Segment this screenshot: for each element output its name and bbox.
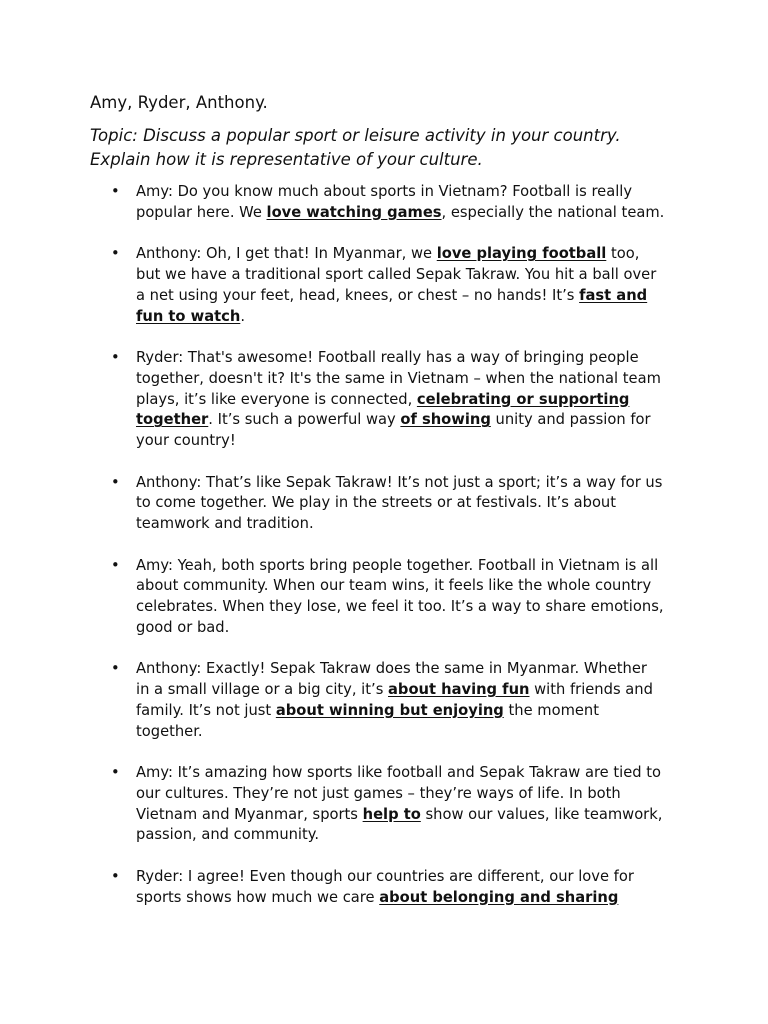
dialogue-text: passion, and community.	[136, 826, 320, 844]
dialogue-line	[136, 680, 690, 701]
highlighted-phrase: celebrating or supporting	[416, 390, 630, 408]
dialogue-line	[136, 410, 690, 431]
dialogue-line	[136, 265, 690, 286]
highlighted-phrase: about belonging and sharing	[379, 888, 619, 906]
dialogue-text: Amy: It’s amazing how sports like football and Sepak Takraw are tied to	[136, 764, 661, 782]
dialogue-item	[90, 348, 690, 452]
dialogue-text: family. It’s not just	[136, 701, 276, 719]
dialogue-line	[136, 722, 690, 743]
topic-heading	[90, 124, 690, 172]
dialogue-text: together.	[136, 722, 203, 740]
dialogue-text: to come together. We play in the streets or at festivals. It’s about	[136, 494, 617, 512]
dialogue-line	[136, 576, 690, 597]
highlighted-phrase: help to	[362, 805, 421, 823]
dialogue-line	[136, 348, 690, 369]
dialogue-text: the moment	[503, 701, 599, 719]
dialogue-text: Ryder: That's awesome! Football really has a way of bringing people	[136, 348, 639, 366]
dialogue-text: teamwork and tradition.	[136, 515, 314, 533]
dialogue-text: celebrates. When they lose, we feel it too. It’s a way to share emotions,	[136, 598, 664, 616]
dialogue-line	[136, 556, 690, 577]
dialogue-text: together, doesn't it? It's the same in Vietnam – when the national team	[136, 369, 661, 387]
dialogue-text: in a small village or a big city, it’s	[136, 681, 389, 699]
dialogue-text: your country!	[136, 432, 236, 450]
highlighted-phrase: of showing	[400, 411, 491, 429]
bullet-icon: •	[111, 183, 120, 200]
highlighted-phrase: fast and	[579, 286, 648, 304]
dialogue-item	[90, 763, 690, 846]
highlighted-phrase: love playing football	[436, 245, 607, 263]
dialogue-text: popular here. We	[136, 203, 267, 221]
dialogue-line	[136, 805, 690, 826]
dialogue-text: a net using your feet, head, knees, or chest – no hands! It’s	[136, 286, 580, 304]
dialogue-line	[136, 867, 690, 888]
dialogue-text: show our values, like teamwork,	[420, 805, 663, 823]
dialogue-item	[90, 556, 690, 639]
dialogue-line	[136, 390, 690, 411]
dialogue-item	[90, 244, 690, 327]
dialogue-text: Amy: Yeah, both sports bring people together. Football in Vietnam is all	[136, 556, 659, 574]
highlighted-phrase: about winning but enjoying	[275, 701, 504, 719]
dialogue-line	[136, 763, 690, 784]
dialogue-text: Vietnam and Myanmar, sports	[136, 805, 363, 823]
dialogue-line	[136, 286, 690, 307]
dialogue-line	[136, 825, 690, 846]
dialogue-item	[90, 473, 690, 535]
topic-line: Explain how it is representative of your culture.	[90, 150, 483, 169]
bullet-icon: •	[111, 764, 120, 782]
dialogue-line	[136, 493, 690, 514]
dialogue-text: .	[240, 307, 245, 325]
dialogue-text: about community. When our team wins, it feels like the whole country	[136, 577, 652, 595]
bullet-icon: •	[111, 556, 120, 574]
dialogue-text: . It’s such a powerful way	[208, 411, 401, 429]
dialogue-item	[90, 182, 690, 224]
bullet-icon: •	[111, 660, 120, 678]
dialogue-text: good or bad.	[136, 618, 230, 636]
document-page	[90, 92, 690, 929]
dialogue-text: unity and passion for	[490, 411, 651, 429]
dialogue-text: too,	[606, 245, 640, 263]
dialogue-text: Ryder: I agree! Even though our countries are different, our love for	[136, 867, 634, 885]
authors-line: Amy, Ryder, Anthony.	[90, 93, 268, 112]
dialogue-line	[136, 888, 690, 909]
dialogue-item	[90, 659, 690, 742]
highlighted-phrase: fun to watch	[136, 307, 241, 325]
dialogue-line	[136, 473, 690, 494]
dialogue-text: Anthony: Exactly! Sepak Takraw does the same in Myanmar. Whether	[136, 660, 647, 678]
dialogue-item	[90, 867, 690, 909]
dialogue-line	[136, 369, 690, 390]
dialogue-line	[136, 203, 690, 224]
bullet-icon: •	[111, 867, 120, 885]
dialogue-text: with friends and	[529, 681, 653, 699]
dialogue-line	[136, 597, 690, 618]
bullet-icon: •	[111, 473, 120, 491]
dialogue-line	[136, 307, 690, 328]
bullet-icon: •	[111, 245, 120, 263]
dialogue-line	[136, 431, 690, 452]
dialogue-line	[136, 618, 690, 639]
dialogue-text: plays, it’s like everyone is connected,	[136, 390, 417, 408]
highlighted-phrase: together	[136, 411, 209, 429]
highlighted-phrase: about having fun	[388, 681, 530, 699]
dialogue-text: Anthony: That’s like Sepak Takraw! It’s not just a sport; it’s a way for us	[136, 473, 663, 491]
dialogue-text: but we have a traditional sport called Sepak Takraw. You hit a ball over	[136, 265, 657, 283]
dialogue-line	[136, 659, 690, 680]
dialogue-list	[90, 182, 690, 908]
dialogue-text: sports shows how much we care	[136, 888, 380, 906]
dialogue-line	[136, 514, 690, 535]
bullet-icon: •	[111, 348, 120, 366]
dialogue-line	[136, 784, 690, 805]
topic-line: Topic: Discuss a popular sport or leisure activity in your country.	[90, 126, 621, 145]
dialogue-text: Amy: Do you know much about sports in Vietnam? Football is really	[136, 183, 633, 200]
dialogue-text: , especially the national team.	[441, 203, 665, 221]
dialogue-line	[136, 701, 690, 722]
dialogue-line	[136, 244, 690, 265]
dialogue-text: our cultures. They’re not just games – they’re ways of life. In both	[136, 784, 621, 802]
dialogue-text: Anthony: Oh, I get that! In Myanmar, we	[136, 245, 437, 263]
highlighted-phrase: love watching games	[266, 203, 442, 221]
dialogue-line	[136, 182, 690, 203]
